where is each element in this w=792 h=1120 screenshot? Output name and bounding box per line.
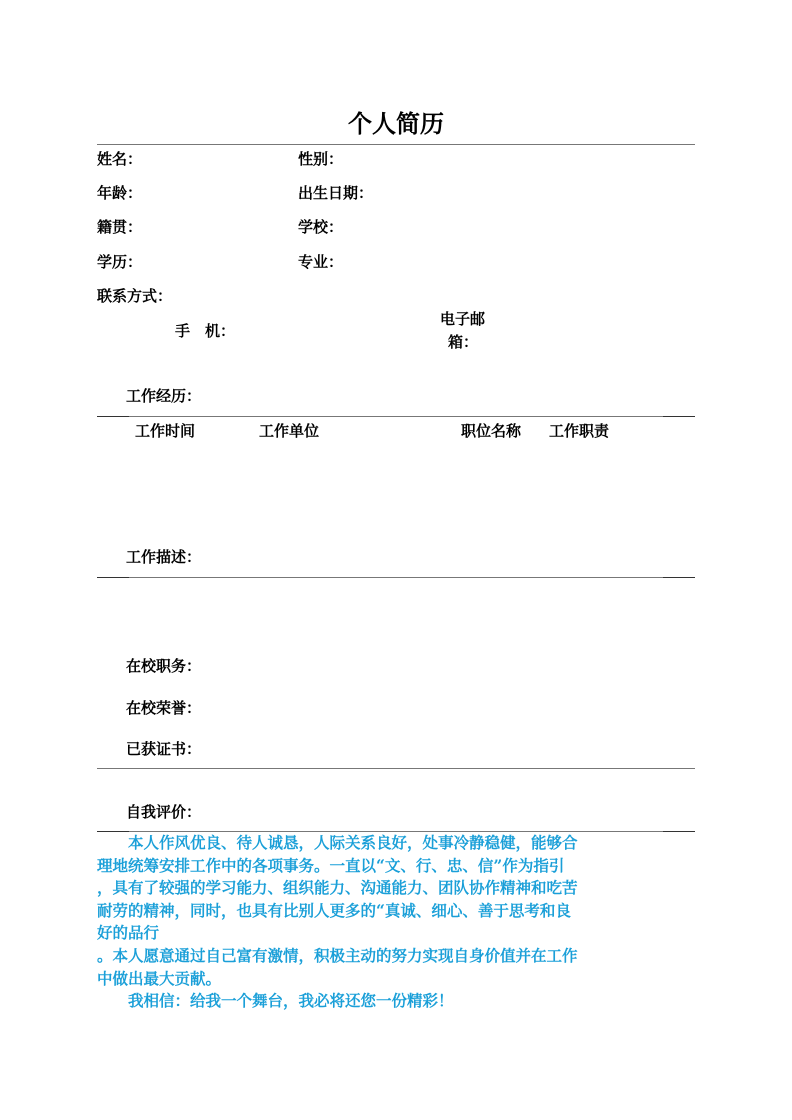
origin-label: 籍贯：	[97, 218, 143, 236]
work-description-label: 工作描述：	[126, 548, 202, 566]
eval-line: 。本人愿意通过自己富有激情，积极主动的努力实现自身价值并在工作	[97, 945, 578, 965]
self-evaluation-text	[97, 832, 642, 1013]
work-rule-middle	[129, 416, 663, 417]
education-label: 学历：	[97, 253, 143, 271]
certificates-label: 已获证书：	[126, 740, 202, 758]
desc-rule-left	[97, 577, 129, 578]
eval-line: 本人作风优良、待人诚恳，人际关系良好，处事冷静稳健，能够合	[97, 833, 578, 852]
email-label-line1: 电子邮	[440, 310, 486, 328]
work-rule-right	[663, 416, 695, 417]
title-divider	[97, 144, 695, 145]
eval-line: 中做出最大贡献。	[97, 968, 222, 988]
col-position-title: 职位名称	[461, 422, 522, 440]
eval-line: 耐劳的精神，同时，也具有比别人更多的“真诚、细心、善于思考和良	[97, 900, 571, 920]
eval-line: 理地统筹安排工作中的各项事务。一直以“文、行、忠、信”作为指引	[97, 855, 565, 875]
phone-label: 手 机：	[175, 322, 236, 340]
work-experience-label: 工作经历：	[126, 387, 202, 405]
contact-section-label: 联系方式：	[97, 287, 173, 305]
col-work-unit: 工作单位	[259, 422, 320, 440]
campus-divider	[97, 768, 695, 769]
campus-honors-label: 在校荣誉：	[126, 699, 202, 717]
work-rule-left	[97, 416, 129, 417]
self-evaluation-label: 自我评价：	[126, 803, 202, 821]
campus-positions-label: 在校职务：	[126, 657, 202, 675]
birth-date-label: 出生日期：	[298, 184, 374, 202]
name-label: 姓名：	[97, 150, 143, 168]
major-label: 专业：	[298, 253, 344, 271]
col-duties: 工作职责	[549, 422, 610, 440]
eval-line: 好的品行	[97, 923, 160, 943]
page-title: 个人简历	[348, 109, 444, 138]
desc-rule-middle	[129, 577, 663, 578]
eval-rule-right	[663, 831, 695, 832]
school-label: 学校：	[298, 218, 344, 236]
email-label-line2: 箱：	[448, 333, 479, 351]
eval-line: ，具有了较强的学习能力、组织能力、沟通能力、团队协作精神和吃苦	[97, 878, 578, 898]
age-label: 年龄：	[97, 184, 143, 202]
desc-rule-right	[663, 577, 695, 578]
eval-line: 我相信：给我一个舞台，我必将还您一份精彩！	[97, 991, 454, 1011]
gender-label: 性别：	[298, 150, 344, 168]
col-work-time: 工作时间	[135, 422, 196, 440]
